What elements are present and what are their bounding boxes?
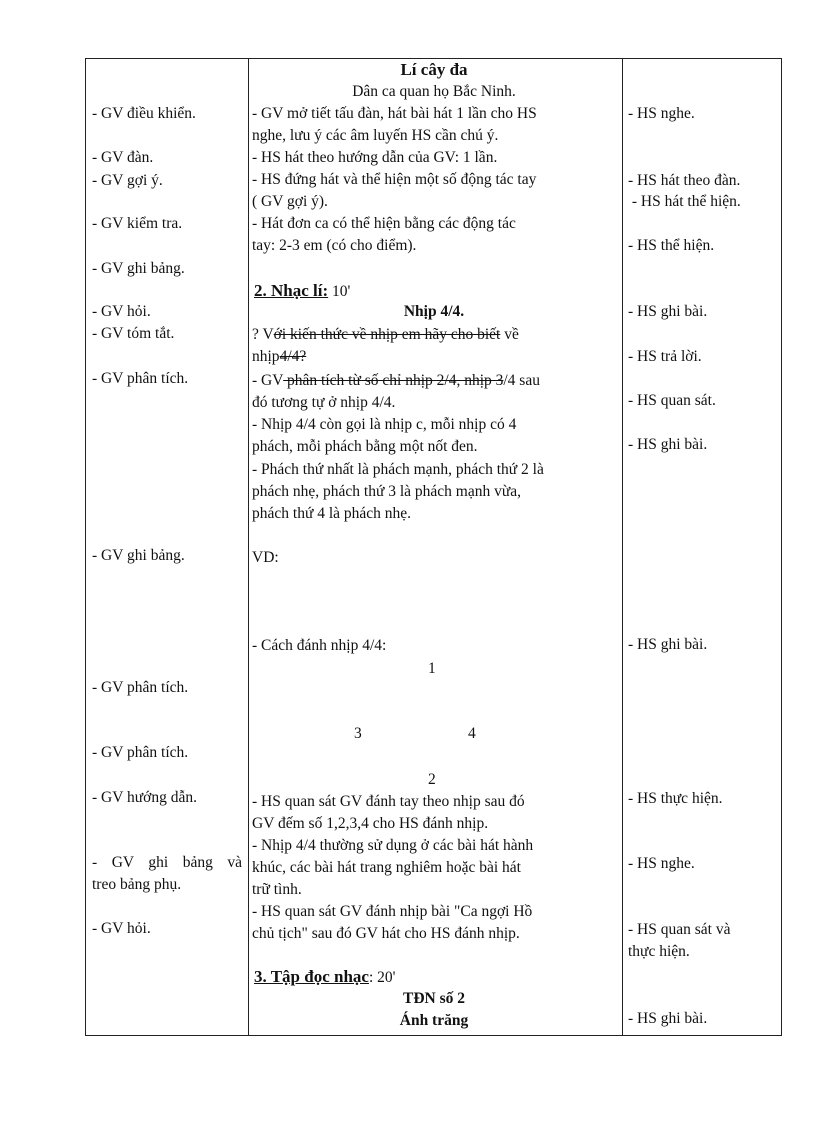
content-line: phách thứ 4 là phách nhẹ. <box>252 505 412 522</box>
content-line: - Phách thứ nhất là phách mạnh, phách thứ 2 là <box>252 461 544 478</box>
student-activity: - HS ghi bài. <box>628 303 708 320</box>
content-line: - GV mở tiết tấu đàn, hát bài hát 1 lần cho HS <box>252 105 537 122</box>
question2-prefix: nhịp <box>252 348 280 365</box>
teacher-activity: - GV hướng dẫn. <box>92 789 197 806</box>
student-activity: - HS hát thể hiện. <box>628 193 741 210</box>
content-line: - Hát đơn ca có thể hiện bằng các động tác <box>252 215 516 232</box>
example-label: VD: <box>252 549 279 566</box>
teacher-activity: - GV hỏi. <box>92 303 151 320</box>
section-2-heading <box>254 280 350 302</box>
column-divider-1 <box>248 59 249 1035</box>
beat-number-2: 2 <box>428 771 436 788</box>
content-line: trữ tình. <box>252 881 302 898</box>
teacher-activity: - GV điều khiển. <box>92 105 196 122</box>
question-suffix: về <box>500 326 519 343</box>
student-activity: - HS thể hiện. <box>628 237 715 254</box>
song-origin: Dân ca quan họ Bắc Ninh. <box>352 83 516 100</box>
beat-howto: - Cách đánh nhịp 4/4: <box>252 637 387 654</box>
content-line: tay: 2-3 em (có cho điểm). <box>252 237 417 254</box>
content-line: - HS hát theo hướng dẫn của GV: 1 lần. <box>252 149 498 166</box>
student-activity: - HS ghi bài. <box>628 636 708 653</box>
section-3-heading <box>254 966 395 988</box>
analysis-line <box>252 370 540 391</box>
teacher-activity: - GV ghi bảng và <box>92 854 242 871</box>
question-line-2 <box>252 346 542 367</box>
teacher-activity: - GV kiểm tra. <box>92 215 183 232</box>
question2-strike: 4/4? <box>279 348 307 365</box>
content-line: - Nhịp 4/4 thường sử dụng ở các bài hát hành <box>252 837 534 854</box>
content-line: phách nhẹ, phách thứ 3 là phách mạnh vừa, <box>252 483 522 500</box>
student-activity: - HS nghe. <box>628 855 695 872</box>
student-activity: - HS quan sát. <box>628 392 716 409</box>
content-line: phách, mỗi phách bằng một nốt đen. <box>252 438 478 455</box>
tdn-song: Ánh trăng <box>399 1012 469 1029</box>
question-strike: ới kiến thức về nhịp em hãy cho biết <box>273 326 501 343</box>
teacher-activity: - GV đàn. <box>92 149 154 166</box>
content-line: chủ tịch" sau đó GV hát cho HS đánh nhịp. <box>252 925 520 942</box>
beat-number-1: 1 <box>428 660 436 677</box>
student-activity: - HS thực hiện. <box>628 790 723 807</box>
content-line: - HS quan sát GV đánh nhịp bài "Ca ngợi Hồ <box>252 903 533 920</box>
student-activity: - HS ghi bài. <box>628 436 708 453</box>
student-activity: - HS hát theo đàn. <box>628 172 741 189</box>
analysis-suffix: /4 sau <box>503 372 540 389</box>
analysis-prefix: - GV <box>252 372 284 389</box>
content-line: ( GV gợi ý). <box>252 193 328 210</box>
section-3-time: : 20' <box>368 969 396 986</box>
student-activity: - HS ghi bài. <box>628 1010 708 1027</box>
content-line: nghe, lưu ý các âm luyến HS cần chú ý. <box>252 127 499 144</box>
analysis-strike: phân tích từ số chỉ nhịp 2/4, nhịp 3 <box>283 372 504 389</box>
content-line: - Nhịp 4/4 còn gọi là nhịp c, mỗi nhịp có 4 <box>252 416 517 433</box>
section-2-title: 2. Nhạc lí: <box>254 281 329 300</box>
teacher-activity: - GV phân tích. <box>92 744 189 761</box>
content-line: đó tương tự ở nhịp 4/4. <box>252 394 396 411</box>
teacher-activity: - GV phân tích. <box>92 370 189 387</box>
teacher-activity: - GV tóm tắt. <box>92 325 175 342</box>
content-line: - HS đứng hát và thể hiện một số động tác tay <box>252 171 537 188</box>
section-3-title: 3. Tập đọc nhạc <box>254 967 369 986</box>
beat-number-4: 4 <box>468 725 476 742</box>
question-line <box>252 324 519 345</box>
teacher-activity: - GV gợi ý. <box>92 172 163 189</box>
teacher-activity: - GV ghi bảng. <box>92 547 185 564</box>
student-activity: - HS nghe. <box>628 105 695 122</box>
song-title: Lí cây đa <box>400 60 468 79</box>
content-line: khúc, các bài hát trang nghiêm hoặc bài hát <box>252 859 521 876</box>
question-prefix: ? V <box>252 326 274 343</box>
teacher-activity: - GV ghi bảng. <box>92 260 185 277</box>
teacher-activity: - GV hỏi. <box>92 920 151 937</box>
student-activity: thực hiện. <box>628 943 690 960</box>
student-activity: - HS trả lời. <box>628 348 702 365</box>
beat-number-3: 3 <box>354 725 362 742</box>
student-activity: - HS quan sát và <box>628 921 731 938</box>
column-divider-2 <box>622 59 623 1035</box>
content-line: GV đếm số 1,2,3,4 cho HS đánh nhịp. <box>252 815 489 832</box>
meter-title: Nhịp 4/4. <box>403 303 465 320</box>
tdn-title: TĐN số 2 <box>402 990 465 1007</box>
content-line: - HS quan sát GV đánh tay theo nhịp sau đó <box>252 793 525 810</box>
teacher-activity: - GV phân tích. <box>92 679 189 696</box>
section-2-time: 10' <box>328 283 351 300</box>
teacher-activity: treo bảng phụ. <box>92 876 182 893</box>
